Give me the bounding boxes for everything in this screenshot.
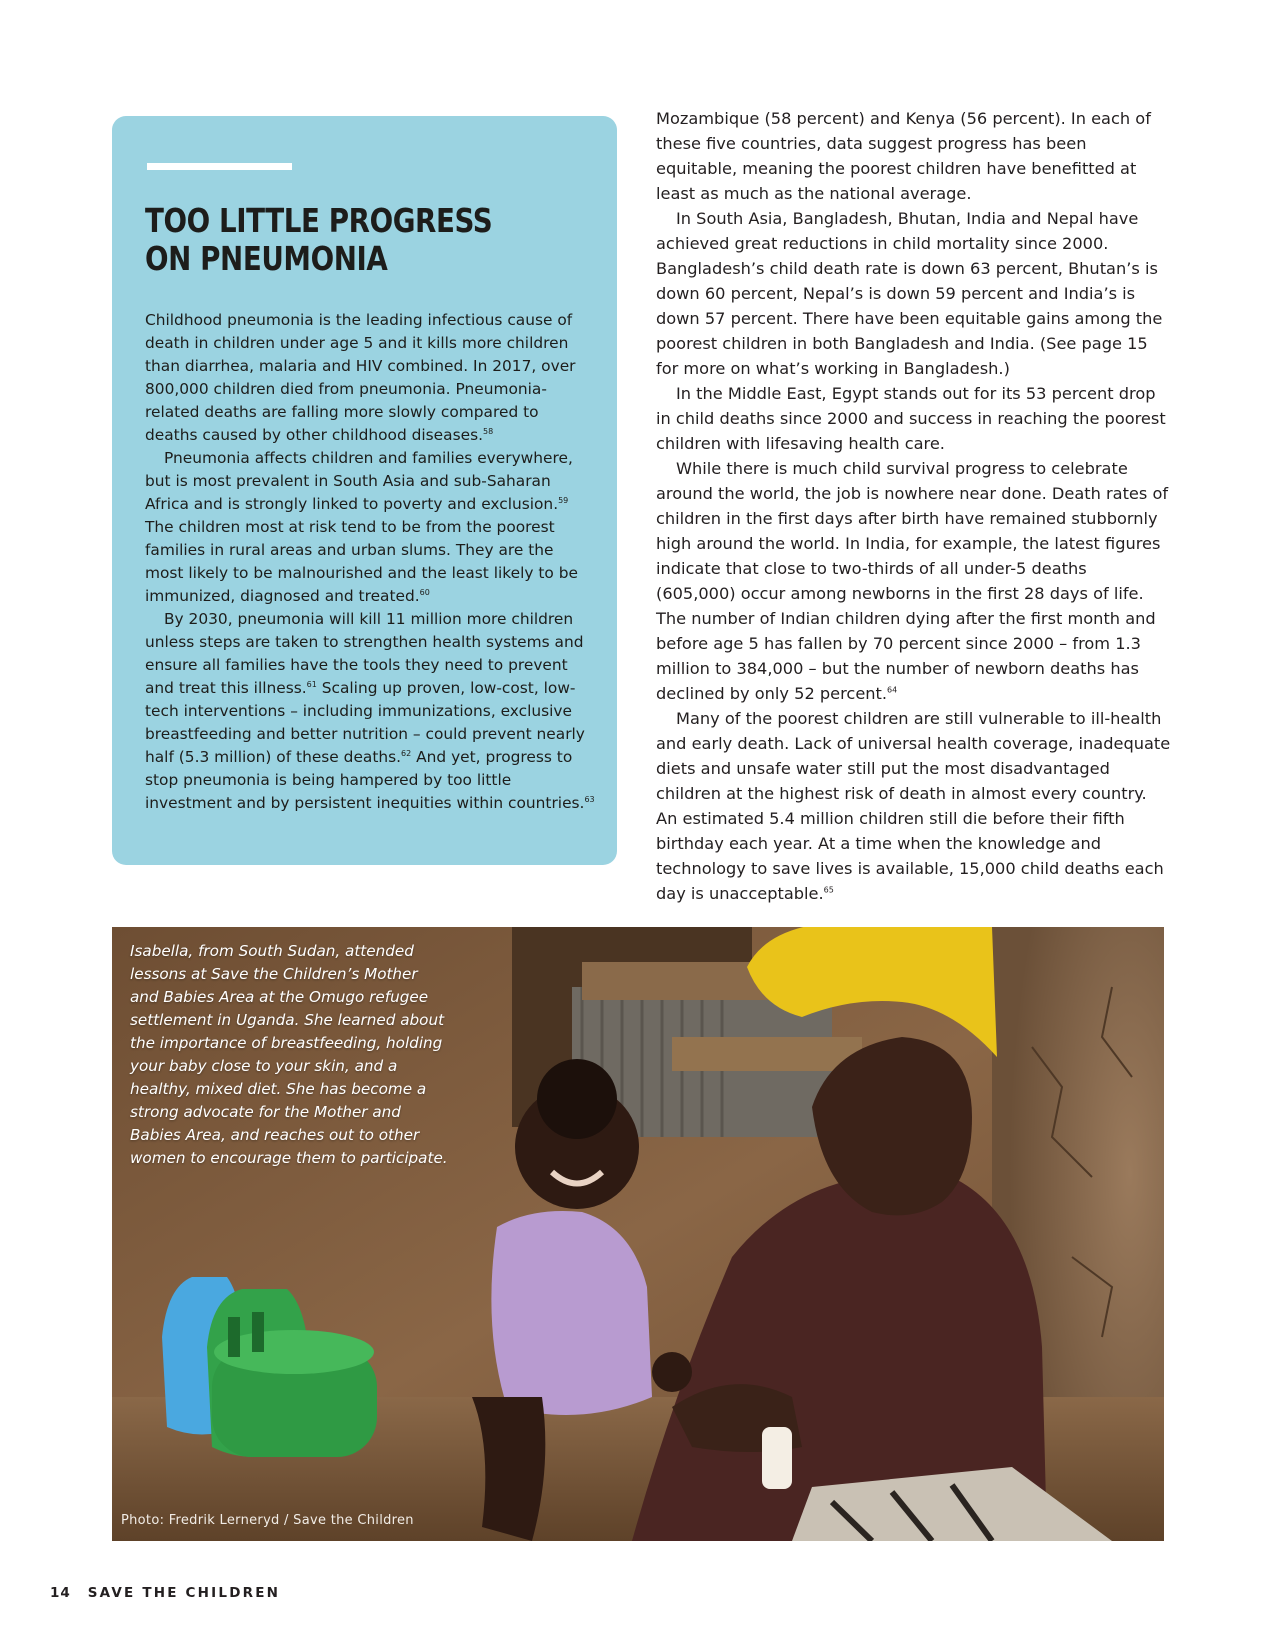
sidebar-title-line-2: ON PNEUMONIA (145, 239, 388, 278)
footnote-ref: 61 (306, 679, 317, 689)
photo (112, 927, 1164, 1541)
body-paragraph: While there is much child survival progress to celebrate around the world, the job is nowhere near done. Death rates of children in the first days after birth have remained stubbornly high around the world. In India, for example, the latest figures indicate that close to two-thirds of all under-5 deaths (605,000) occur among newborns in the first 28 days of life. The number of Indian children dying after the first month and before age 5 has fallen by 70 percent since 2000 – from 1.3 million to 384,000 – but the number of newborn deaths has declined by only 52 percent.$^{64}$ (656, 459, 1169, 703)
body-paragraph: Mozambique (58 percent) and Kenya (56 percent). In each of these five countries, data suggest progress has been equitable, meaning the poorest children have benefitted at least as much as the national average. (656, 109, 1151, 203)
body-paragraph: In the Middle East, Egypt stands out for its 53 percent drop in child deaths since 2000 and success in reaching the poorest children with lifesaving health care. (656, 384, 1166, 453)
footnote-ref: 65 (823, 885, 834, 895)
sidebar-body (145, 309, 595, 815)
sidebar-rule (147, 163, 292, 170)
sidebar-paragraph: By 2030, pneumonia will kill 11 million more children unless steps are taken to strengthen health systems and ensure all families have the tools they need to prevent and treat this illness.$^{61}$ Scaling up proven, low-cost, low-tech interventions – including immunizations, exclusive breastfeeding and better nutrition – could prevent nearly half (5.3 million) of these deaths.$^{62}$ And yet, progress to stop pneumonia is being hampered by too little investment and by persistent inequities within countries.$^{63}$ (145, 610, 595, 812)
sidebar-title-line-1: TOO LITTLE PROGRESS (145, 201, 493, 240)
footnote-ref: 64 (887, 685, 898, 695)
body-paragraph: Many of the poorest children are still vulnerable to ill-health and early death. Lack of universal health coverage, inadequate diets and unsafe water still put the most disadvantaged children at the highest risk of death in almost every country. An estimated 5.4 million children still die before their fifth birthday each year. At a time when the knowledge and technology to save lives is available, 15,000 child deaths each day is unacceptable.$^{65}$ (656, 709, 1171, 903)
footnote-ref: 63 (584, 794, 595, 804)
publication-name: SAVE THE CHILDREN (87, 1585, 281, 1601)
sidebar-paragraph: Pneumonia affects children and families everywhere, but is most prevalent in South Asia and sub-Saharan Africa and is strongly linked to poverty and exclusion.$^{59}$ The children most at risk tend to be from the poorest families in rural areas and urban slums. They are the most likely to be malnourished and the least likely to be immunized, diagnosed and treated.$^{60}$ (145, 449, 578, 605)
footnote-ref: 59 (558, 495, 569, 505)
footnote-ref: 60 (419, 587, 430, 597)
body-paragraph: In South Asia, Bangladesh, Bhutan, India and Nepal have achieved great reductions in child mortality since 2000. Bangladesh’s child death rate is down 63 percent, Bhutan’s is down 60 percent, Nepal’s is down 59 percent and India’s is down 57 percent. There have been equitable gains among the poorest children in both Bangladesh and India. (See page 15 for more on what’s working in Bangladesh.) (656, 209, 1163, 378)
footnote-ref: 62 (401, 748, 412, 758)
page-footer (50, 1585, 280, 1601)
sidebar-box (112, 116, 617, 865)
page-number: 14 (50, 1585, 71, 1601)
photo-credit: Photo: Fredrik Lerneryd / Save the Children (121, 1513, 414, 1528)
sidebar-paragraph: Childhood pneumonia is the leading infectious cause of death in children under age 5 and it kills more children than diarrhea, malaria and HIV combined. In 2017, over 800,000 children died from pneumonia. Pneumonia-related deaths are falling more slowly compared to deaths caused by other childhood diseases.$^{58}$ (145, 311, 576, 444)
photo-caption: Isabella, from South Sudan, attended lessons at Save the Children’s Mother and Babies Area at the Omugo refugee settlement in Uganda. She learned about the importance of breastfeeding, holding your baby close to your skin, and a healthy, mixed diet. She has become a strong advocate for the Mother and Babies Area, and reaches out to other women to encourage them to participate. (130, 942, 448, 1167)
sidebar-title (145, 202, 515, 278)
body-column (656, 106, 1171, 906)
footnote-ref: 58 (482, 426, 494, 436)
